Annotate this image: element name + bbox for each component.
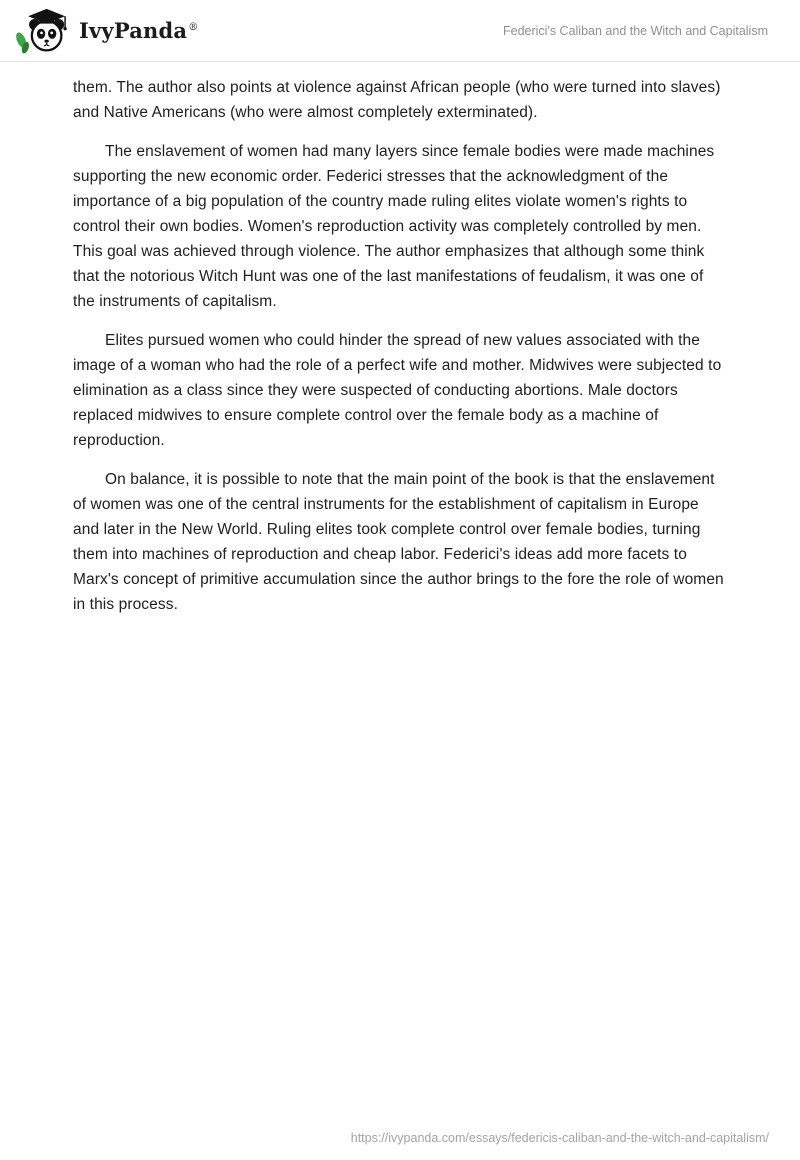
source-url-link[interactable]: https://ivypanda.com/essays/federicis-caliban-and-the-witch-and-capitalism/ (350, 1131, 769, 1145)
ivypanda-brand (14, 7, 198, 55)
essay-paragraph: them. The author also points at violence against African people (who were turned into slaves) and Native Americans (who were almost completely exterminated). (73, 79, 721, 121)
essay-paragraph: Elites pursued women who could hinder the spread of new values associated with the image of a woman who had the role of a perfect wife and mother. Midwives were subjected to elimination as a class since they were suspected of conducting abortions. Male doctors replaced midwives to ensure complete control over the female body as a machine of reproduction. (73, 332, 722, 449)
essay-body (0, 62, 800, 617)
essay-paragraph: On balance, it is possible to note that the main point of the book is that the enslavement of women was one of the central instruments for the establishment of capitalism in Europe and later in the New World. Ruling elites took complete control over female bodies, turning them into machines of reproduction and cheap labor. Federici's ideas add more facets to Marx's concept of primitive accumulation since the author brings to the fore the role of women in this process. (73, 471, 724, 613)
page-header (0, 0, 800, 62)
brand-name-text: IvyPanda (79, 18, 188, 43)
ivypanda-panda-logo-icon (14, 7, 70, 55)
essay-paragraph: The enslavement of women had many layers since female bodies were made machines supporting the new economic order. Federici stresses that the acknowledgment of the importance of a big population of the country made ruling elites violate women's rights to control their own bodies. Women's reproduction activity was completely controlled by men. This goal was achieved through violence. The author emphasizes that although some think that the notorious Witch Hunt was one of the last manifestations of feudalism, it was one of the instruments of capitalism. (73, 143, 715, 310)
brand-name (79, 18, 198, 43)
document-title: Federici's Caliban and the Witch and Capitalism (502, 23, 768, 38)
registered-trademark-mark: ® (188, 22, 199, 33)
